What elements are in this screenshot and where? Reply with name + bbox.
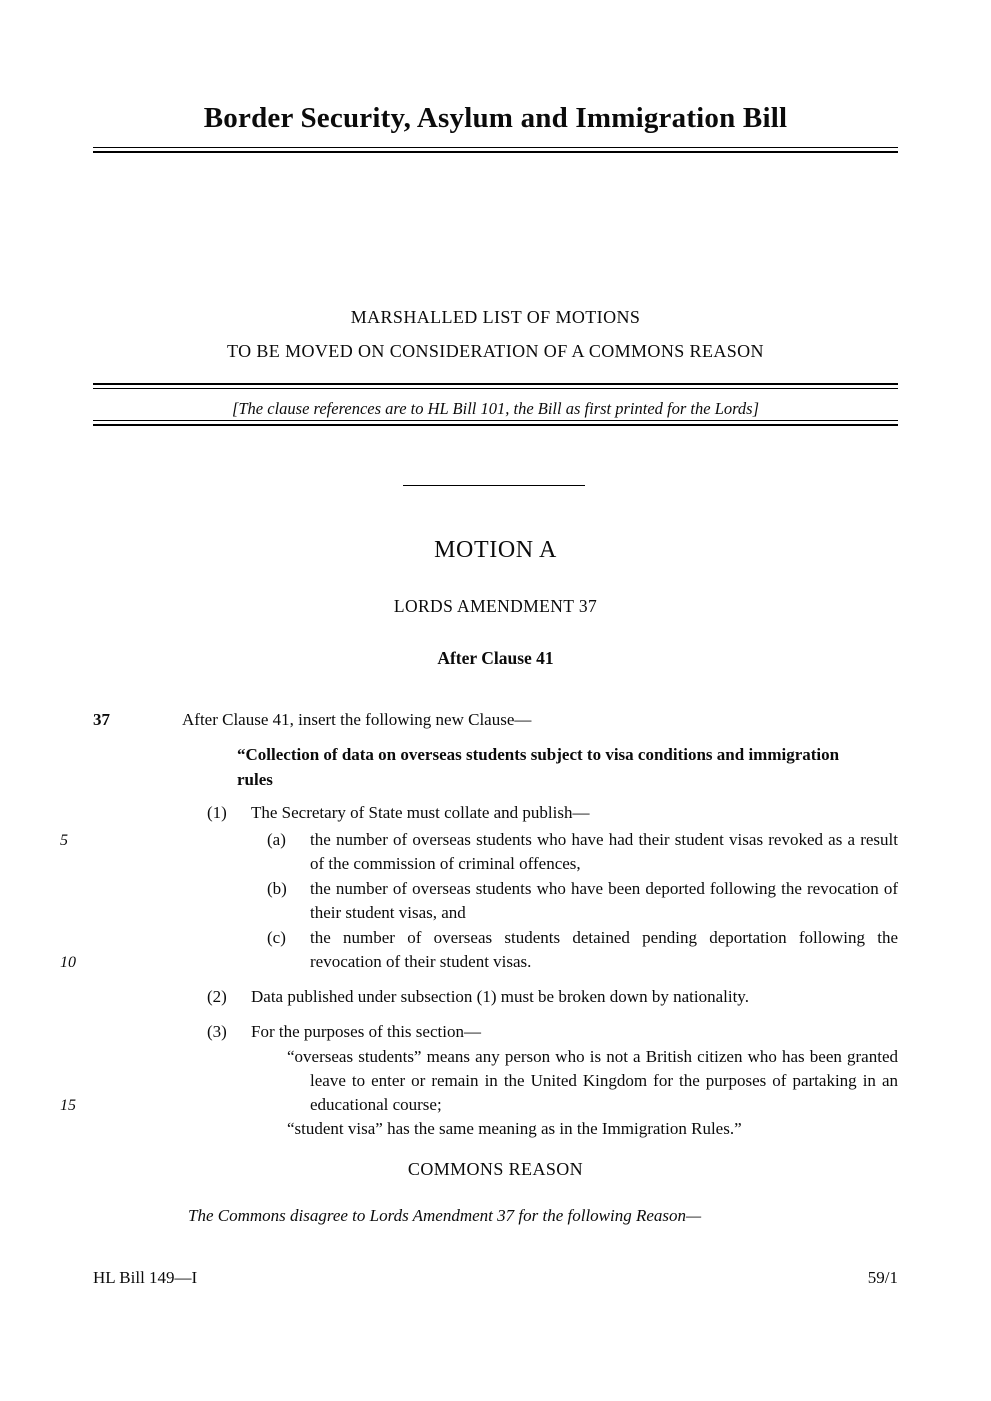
clause-reference-note: [The clause references are to HL Bill 101, the Bill as first printed for the Lords] [231,399,760,418]
new-clause-title: “Collection of data on overseas students subject to visa conditions and immigration rules [237,745,840,789]
lords-amendment-heading: LORDS AMENDMENT 37 [393,596,598,616]
consideration-heading: TO BE MOVED ON CONSIDERATION OF A COMMONS REASON [227,341,764,361]
after-clause-heading: After Clause 41 [437,648,554,668]
note-bottom-double-rule [93,420,898,426]
commons-reason-heading: COMMONS REASON [407,1159,584,1179]
definition-overseas-students: “overseas students” means any person who is not a British citizen who has been granted leave to enter or remain in the United Kingdom for the purposes of partaking in an educational course; [287,1047,898,1114]
subsection-2-text: Data published under subsection (1) must be broken down by nationality. [251,987,749,1006]
amendment-number: 37 [93,710,110,729]
line-number-5: 5 [60,832,68,849]
paragraph-b [267,877,898,925]
paragraph-a-label: (a) [267,830,286,849]
subsection-2 [207,985,898,1009]
subsection-3-text: For the purposes of this section— [251,1022,481,1041]
subsection-1-number: (1) [207,803,227,822]
amendment-lead-in: After Clause 41, insert the following new Clause— [182,710,532,729]
subsection-2-number: (2) [207,987,227,1006]
subsection-3 [207,1020,898,1044]
paragraph-a-text: the number of overseas students who have had their student visas revoked as a result of the commission of criminal offences, [310,830,898,873]
title-double-rule [93,147,898,153]
commons-reason-text: The Commons disagree to Lords Amendment 37 for the following Reason— [188,1206,702,1225]
subsection-1 [207,801,898,825]
bill-title: Border Security, Asylum and Immigration Bill [203,102,788,134]
motion-a-heading: MOTION A [434,537,557,563]
paragraph-c-label: (c) [267,928,286,947]
footer-bill-reference: HL Bill 149—I [93,1268,198,1287]
line-number-10: 10 [60,954,76,971]
paragraph-c [267,926,898,974]
footer-page-reference: 59/1 [867,1268,898,1287]
motion-section-divider [403,485,585,486]
marshalled-list-heading: MARSHALLED LIST OF MOTIONS [350,307,641,327]
note-top-double-rule [93,383,898,389]
subsection-1-text: The Secretary of State must collate and publish— [251,803,590,822]
paragraph-a [267,828,898,876]
paragraph-b-text: the number of overseas students who have been deported following the revocation of their student visas, and [310,879,898,922]
line-number-15: 15 [60,1097,76,1114]
definition-student-visa: “student visa” has the same meaning as in the Immigration Rules.” [287,1119,742,1138]
subsection-3-number: (3) [207,1022,227,1041]
paragraph-b-label: (b) [267,879,287,898]
paragraph-c-text: the number of overseas students detained pending deportation following the revocation of their student visas. [310,928,898,971]
